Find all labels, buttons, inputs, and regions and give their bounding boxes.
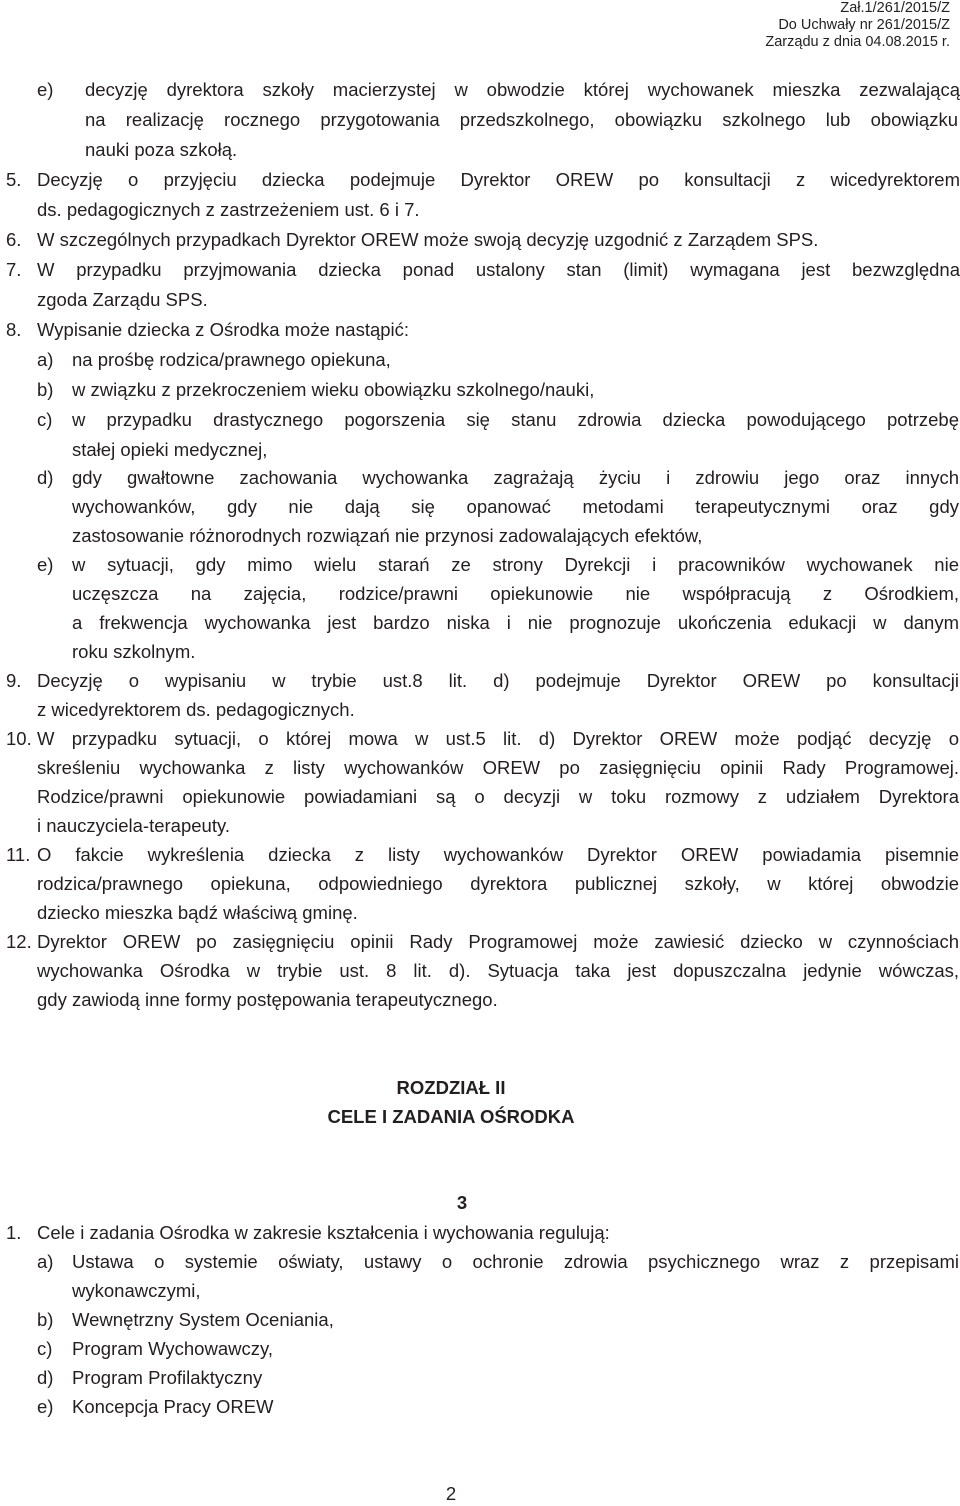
list-item-line: a frekwencja wychowanka jest bardzo niska i nie prognozuje ukończenia edukacji w danym — [72, 612, 959, 633]
list-number: 5. — [6, 169, 22, 190]
list-item-line: na realizację rocznego przygotowania przedszkolnego, obowiązku szkolnego lub obowiązku — [85, 109, 958, 130]
list-marker: e) — [37, 79, 54, 100]
list-number: 9. — [6, 670, 22, 691]
list-item-line: stałej opieki medycznej, — [72, 439, 268, 460]
list-number: 7. — [6, 259, 22, 280]
header-attachment-number: Zał.1/261/2015/Z — [840, 0, 950, 16]
list-item-line: wychowanka Ośrodka w trybie ust. 8 lit. d). Sytuacja taka jest dopuszczalna jedynie wówczas, — [37, 960, 959, 981]
list-marker: c) — [37, 409, 53, 430]
chapter-title: ROZDZIAŁ II — [396, 1077, 506, 1098]
paragraph-number — [0, 1191, 902, 1215]
list-item-line: w przypadku drastycznego pogorszenia się stanu zdrowia dziecka powodującego potrzebę — [72, 409, 959, 430]
list-item-line: Program Profilaktyczny — [72, 1367, 263, 1388]
list-item-line: skreśleniu wychowanka z listy wychowanków OREW po zasięgnięciu opinii Rady Programowej. — [37, 757, 959, 778]
list-marker: b) — [37, 379, 54, 400]
list-item-line: z wicedyrektorem ds. pedagogicznych. — [37, 699, 355, 720]
list-item-line: nauki poza szkołą. — [85, 139, 238, 160]
list-item-line: rodzica/prawnego opiekuna, odpowiedniego dyrektora publicznej szkoły, w której obwodzie — [37, 873, 959, 894]
list-marker: b) — [37, 1309, 54, 1330]
list-item-line: Cele i zadania Ośrodka w zakresie kształcenia i wychowania regulują: — [37, 1222, 610, 1243]
list-marker: d) — [37, 467, 54, 488]
list-item-line: uczęszcza na zajęcia, rodzice/prawni opiekunowie nie współpracują z Ośrodkiem, — [72, 583, 959, 604]
list-marker: d) — [37, 1367, 54, 1388]
list-item-line: wychowanków, gdy nie dają się opanować metodami terapeutycznymi oraz gdy — [72, 496, 959, 517]
list-item-line: w sytuacji, gdy mimo wielu starań ze strony Dyrekcji i pracowników wychowanek nie — [72, 554, 959, 575]
paragraph-number-value: 3 — [456, 1192, 468, 1213]
list-number: 6. — [6, 229, 22, 250]
list-number: 11. — [6, 844, 31, 865]
list-item-line: roku szkolnym. — [72, 641, 196, 662]
list-item-line: zgoda Zarządu SPS. — [37, 289, 208, 310]
list-item-line: dziecko mieszka bądź właściwą gminę. — [37, 902, 358, 923]
list-marker: c) — [37, 1338, 53, 1359]
header-resolution: Do Uchwały nr 261/2015/Z — [778, 17, 950, 33]
page-number: 2 — [445, 1483, 457, 1504]
list-number: 12. — [6, 931, 32, 952]
list-item-line: decyzję dyrektora szkoły macierzystej w obwodzie której wychowanek mieszka zezwalającą — [85, 79, 960, 100]
list-marker: a) — [37, 349, 54, 370]
list-item-line: zastosowanie różnorodnych rozwiązań nie przynosi zadowalających efektów, — [72, 525, 703, 546]
list-item-line: W przypadku przyjmowania dziecka ponad ustalony stan (limit) wymagana jest bezwzględna — [37, 259, 960, 280]
list-number: 8. — [6, 319, 22, 340]
list-marker: e) — [37, 554, 54, 575]
list-item-line: ds. pedagogicznych z zastrzeżeniem ust. 6 i 7. — [37, 199, 420, 220]
list-item-line: gdy gwałtowne zachowania wychowanka zagrażają życiu i zdrowiu jego oraz innych — [72, 467, 959, 488]
list-item-line: Ustawa o systemie oświaty, ustawy o ochronie zdrowia psychicznego wraz z przepisami — [72, 1251, 959, 1272]
list-item-line: W przypadku sytuacji, o której mowa w ust.5 lit. d) Dyrektor OREW może podjąć decyzję o — [37, 728, 959, 749]
list-item-line: i nauczyciela-terapeuty. — [37, 815, 230, 836]
list-item-line: na prośbę rodzica/prawnego opiekuna, — [72, 349, 391, 370]
attachment-header — [765, 0, 950, 51]
list-item-line: gdy zawiodą inne formy postępowania terapeutycznego. — [37, 989, 498, 1010]
list-item-line: Decyzję o wypisaniu w trybie ust.8 lit. d) podejmuje Dyrektor OREW po konsultacji — [37, 670, 959, 691]
list-item-line: Rodzice/prawni opiekunowie powiadamiani są o decyzji w toku rozmowy z udziałem Dyrektora — [37, 786, 959, 807]
list-item-line: Program Wychowawczy, — [72, 1338, 273, 1359]
list-number: 10. — [6, 728, 32, 749]
list-marker: a) — [37, 1251, 54, 1272]
list-item-line: Decyzję o przyjęciu dziecka podejmuje Dyrektor OREW po konsultacji z wicedyrektorem — [37, 169, 960, 190]
list-marker: e) — [37, 1396, 54, 1417]
list-item-line: Koncepcja Pracy OREW — [72, 1396, 274, 1417]
list-number: 1. — [6, 1222, 22, 1243]
list-item-line: w związku z przekroczeniem wieku obowiązku szkolnego/nauki, — [72, 379, 595, 400]
chapter-subtitle: CELE I ZADANIA OŚRODKA — [327, 1106, 575, 1127]
list-item-line: Dyrektor OREW po zasięgnięciu opinii Rady Programowej może zawiesić dziecko w czynnościach — [37, 931, 959, 952]
list-item-line: O fakcie wykreślenia dziecka z listy wychowanków Dyrektor OREW powiadamia pisemnie — [37, 844, 959, 865]
list-item-line: W szczególnych przypadkach Dyrektor OREW może swoją decyzję uzgodnić z Zarządem SPS. — [37, 229, 819, 250]
list-item-line: Wypisanie dziecka z Ośrodka może nastąpić: — [37, 319, 410, 340]
list-item-line: Wewnętrzny System Oceniania, — [72, 1309, 334, 1330]
list-item-line: wykonawczymi, — [72, 1280, 201, 1301]
header-date: Zarządu z dnia 04.08.2015 r. — [765, 34, 950, 50]
